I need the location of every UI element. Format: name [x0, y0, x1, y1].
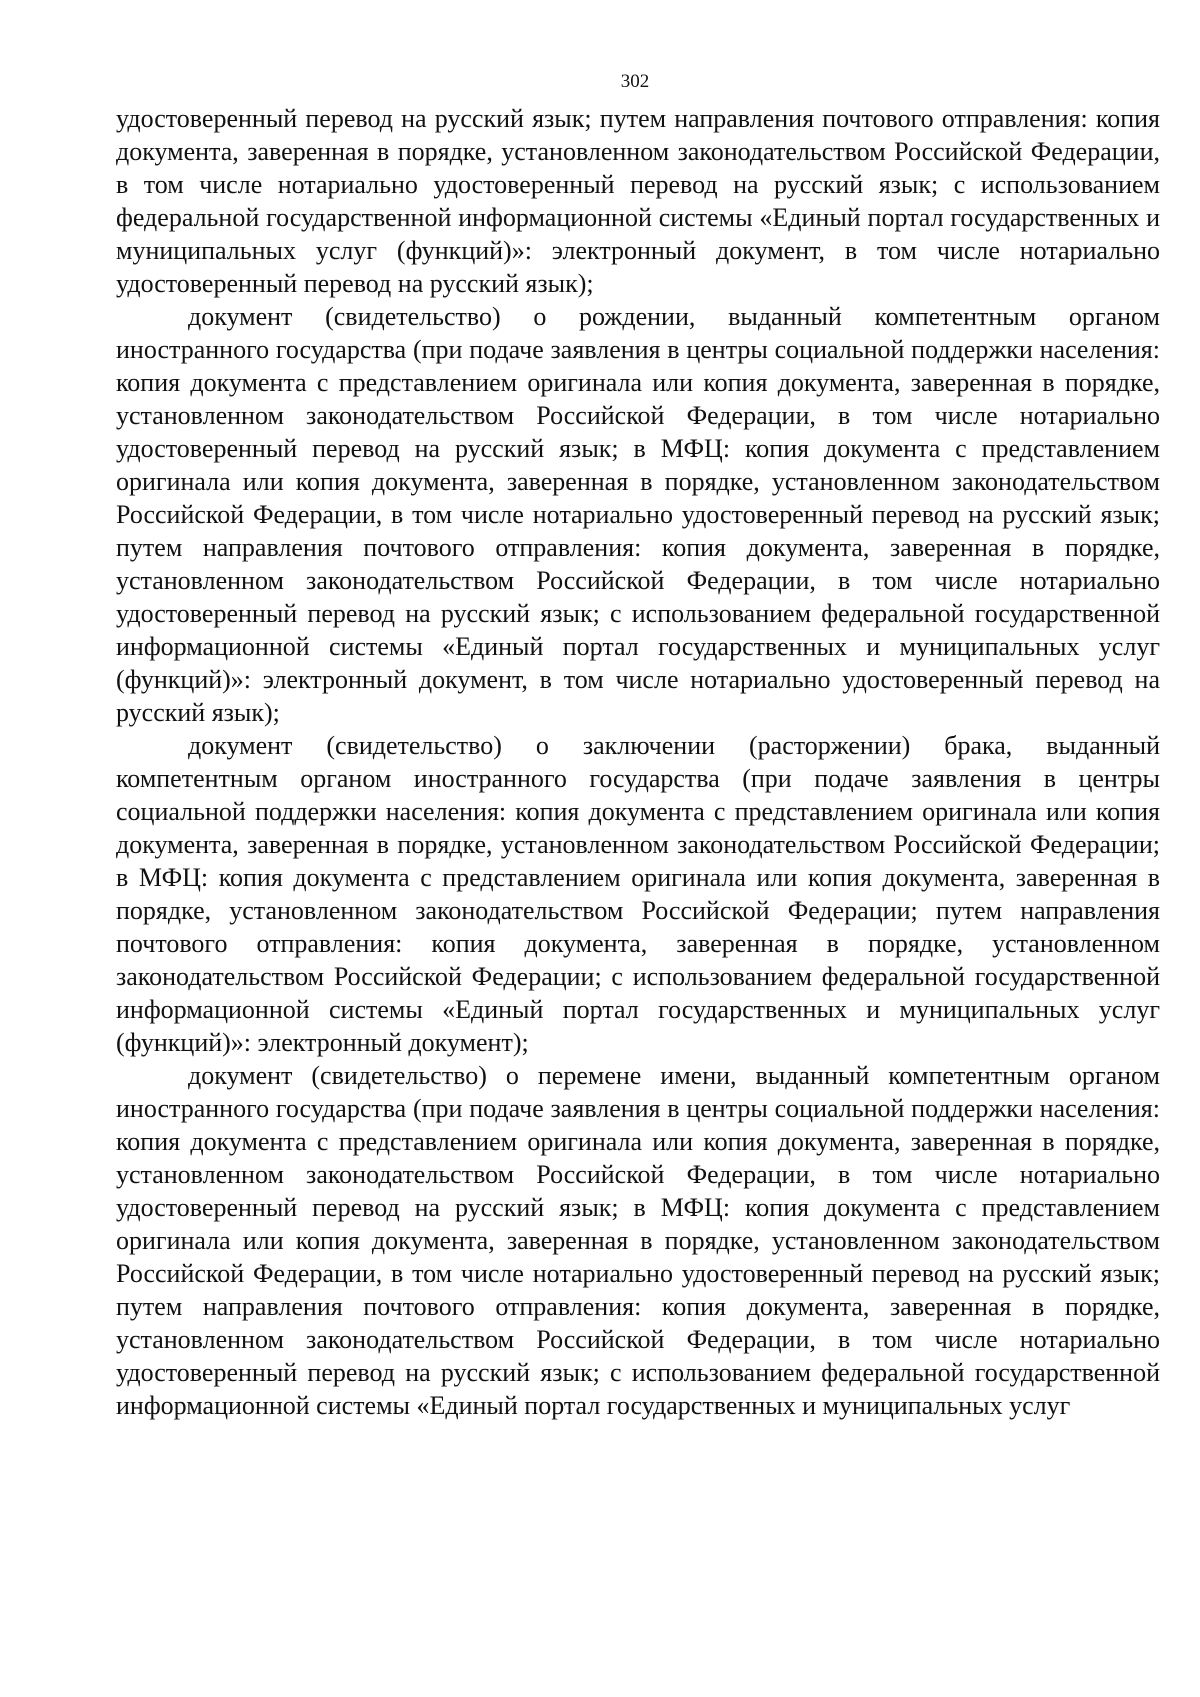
document-body [116, 102, 1160, 1422]
paragraph-continuation: удостоверенный перевод на русский язык; путем направления почтового отправления: копия документа, заверенная в порядке, установленном законодательством Российской Федерации, в том числе нотариально удостоверенный перевод на русский язык; с использованием федеральной государственной информационной системы «Единый портал государственных и муниципальных услуг (функций)»: электронный документ, в том числе нотариально удостоверенный перевод на русский язык); [116, 104, 1160, 298]
paragraph-marriage-certificate: документ (свидетельство) о заключении (расторжении) брака, выданный компетентным органом иностранного государства (при подаче заявления в центры социальной поддержки населения: копия документа с представлением оригинала или копия документа, заверенная в порядке, установленном законодательством Российской Федерации; в МФЦ: копия документа с представлением оригинала или копия документа, заверенная в порядке, установленном законодательством Российской Федерации; путем направления почтового отправления: копия документа, заверенная в порядке, установленном законодательством Российской Федерации; с использованием федеральной государственной информационной системы «Единый портал государственных и муниципальных услуг (функций)»: электронный документ); [116, 731, 1160, 1057]
paragraph-name-change-certificate: документ (свидетельство) о перемене имени, выданный компетентным органом иностранного государства (при подаче заявления в центры социальной поддержки населения: копия документа с представлением оригинала или копия документа, заверенная в порядке, установленном законодательством Российской Федерации, в том числе нотариально удостоверенный перевод на русский язык; в МФЦ: копия документа с представлением оригинала или копия документа, заверенная в порядке, установленном законодательством Российской Федерации, в том числе нотариально удостоверенный перевод на русский язык; путем направления почтового отправления: копия документа, заверенная в порядке, установленном законодательством Российской Федерации, в том числе нотариально удостоверенный перевод на русский язык; с использованием федеральной государственной информационной системы «Единый портал государственных и муниципальных услуг [116, 1061, 1160, 1420]
page-number: 302 [620, 71, 650, 92]
paragraph-birth-certificate: документ (свидетельство) о рождении, выданный компетентным органом иностранного государства (при подаче заявления в центры социальной поддержки населения: копия документа с представлением оригинала или копия документа, заверенная в порядке, установленном законодательством Российской Федерации, в том числе нотариально удостоверенный перевод на русский язык; в МФЦ: копия документа с представлением оригинала или копия документа, заверенная в порядке, установленном законодательством Российской Федерации, в том числе нотариально удостоверенный перевод на русский язык; путем направления почтового отправления: копия документа, заверенная в порядке, установленном законодательством Российской Федерации, в том числе нотариально удостоверенный перевод на русский язык; с использованием федеральной государственной информационной системы «Единый портал государственных и муниципальных услуг (функций)»: электронный документ, в том числе нотариально удостоверенный перевод на русский язык); [116, 302, 1160, 727]
